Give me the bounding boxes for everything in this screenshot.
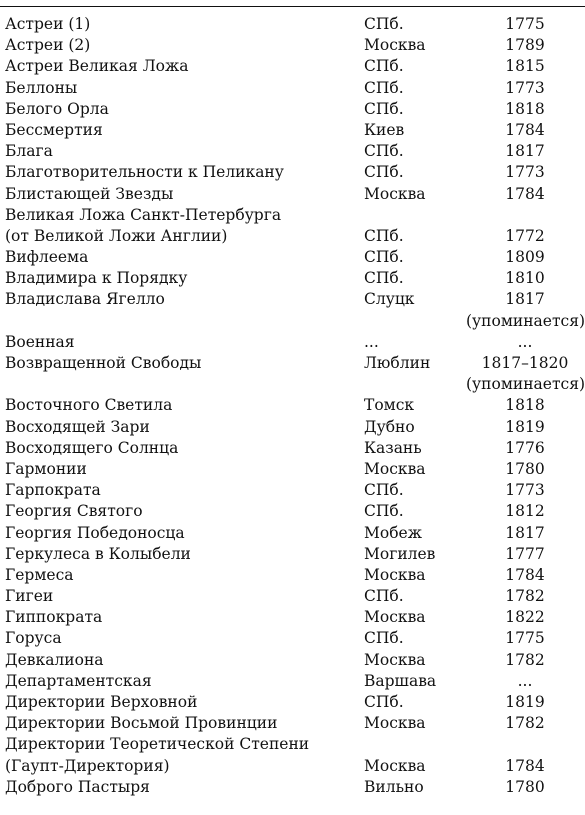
lodge-name-cell: Астреи Великая Ложа	[5, 57, 189, 76]
lodge-name-cell: Беллоны	[5, 78, 78, 97]
lodge-name-cell: Гиппократа	[5, 608, 103, 627]
table-row	[0, 777, 585, 798]
lodge-name-cell: Военная	[5, 332, 75, 351]
year-cell: (упоминается)	[466, 375, 585, 394]
city-cell: СПб.	[364, 248, 404, 267]
table-row	[0, 99, 585, 120]
city-cell: Казань	[364, 438, 422, 457]
lodge-name-cell: Благотворительности к Пеликану	[5, 163, 284, 182]
city-cell: СПб.	[364, 269, 404, 288]
lodge-table	[0, 14, 585, 798]
lodge-name-cell: (от Великой Ложи Англии)	[5, 226, 228, 245]
table-row	[0, 544, 585, 565]
table-row	[0, 734, 585, 755]
table-row	[0, 523, 585, 544]
year-cell: 1773	[505, 163, 545, 182]
year-cell: 1772	[505, 226, 545, 245]
table-row	[0, 756, 585, 777]
table-row	[0, 671, 585, 692]
year-cell: 1776	[505, 438, 545, 457]
lodge-name-cell: Гермеса	[5, 565, 74, 584]
year-cell: 1775	[505, 15, 545, 33]
lodge-name-cell: Георгия Святого	[5, 502, 143, 521]
year-cell: 1777	[505, 544, 545, 563]
year-cell: 1817	[505, 290, 545, 309]
city-cell: Слуцк	[364, 290, 415, 309]
table-row	[0, 162, 585, 183]
table-row	[0, 205, 585, 226]
city-cell: СПб.	[364, 502, 404, 521]
year-cell: 1817	[505, 142, 545, 161]
table-row	[0, 650, 585, 671]
year-cell: 1819	[505, 417, 545, 436]
lodge-name-cell: Восходящего Солнца	[5, 438, 179, 457]
year-cell: 1784	[505, 565, 545, 584]
year-cell: 1780	[505, 777, 545, 796]
lodge-name-cell: Департаментская	[5, 671, 152, 690]
lodge-name-cell: Директории Верховной	[5, 693, 198, 711]
table-row	[0, 692, 585, 713]
city-cell: Москва	[364, 459, 426, 478]
city-cell: ...	[364, 332, 379, 351]
table-row	[0, 289, 585, 310]
year-cell: 1818	[505, 396, 545, 415]
table-row	[0, 268, 585, 289]
city-cell: СПб.	[364, 57, 404, 76]
table-row	[0, 141, 585, 162]
table-row	[0, 56, 585, 77]
lodge-name-cell: Девкалиона	[5, 650, 104, 669]
year-cell: ...	[517, 332, 533, 351]
table-row	[0, 501, 585, 522]
lodge-name-cell: Геркулеса в Колыбели	[5, 544, 191, 563]
city-cell: Люблин	[364, 354, 431, 372]
lodge-name-cell: Горуса	[5, 629, 62, 648]
lodge-name-cell: Гигеи	[5, 587, 54, 606]
table-row	[0, 311, 585, 332]
table-row	[0, 480, 585, 501]
table-row	[0, 565, 585, 586]
city-cell: Москва	[364, 650, 426, 669]
table-row	[0, 438, 585, 459]
lodge-name-cell: Георгия Победоносца	[5, 523, 185, 542]
lodge-name-cell: Директории Восьмой Провинции	[5, 714, 278, 733]
top-rule	[0, 6, 585, 7]
year-cell: 1818	[505, 99, 545, 118]
city-cell: Варшава	[364, 671, 437, 690]
table-row	[0, 184, 585, 205]
city-cell: СПб.	[364, 15, 404, 33]
city-cell: Москва	[364, 608, 426, 627]
table-row	[0, 247, 585, 268]
year-cell: 1780	[505, 459, 545, 478]
year-cell: 1784	[505, 120, 545, 139]
year-cell: 1812	[505, 502, 545, 521]
lodge-name-cell: Блага	[5, 142, 53, 161]
lodge-name-cell: Доброго Пастыря	[5, 777, 150, 796]
table-row	[0, 607, 585, 628]
city-cell: Москва	[364, 714, 426, 733]
lodge-name-cell: Восходящей Зари	[5, 417, 150, 436]
table-row	[0, 417, 585, 438]
table-row	[0, 226, 585, 247]
lodge-name-cell: Директории Теоретической Степени	[5, 735, 310, 754]
table-row	[0, 374, 585, 395]
lodge-name-cell: Великая Ложа Санкт-Петербурга	[5, 205, 282, 224]
city-cell: Москва	[364, 756, 426, 775]
table-row	[0, 353, 585, 374]
city-cell: СПб.	[364, 481, 404, 500]
city-cell: Москва	[364, 184, 426, 203]
year-cell: 1810	[505, 269, 545, 288]
year-cell: (упоминается)	[466, 311, 585, 330]
city-cell: Москва	[364, 565, 426, 584]
lodge-name-cell: Бессмертия	[5, 120, 103, 139]
city-cell: Вильно	[364, 777, 424, 796]
city-cell: Москва	[364, 36, 426, 55]
table-row	[0, 586, 585, 607]
city-cell: Киев	[364, 120, 405, 139]
lodge-name-cell: Вифлеема	[5, 248, 89, 267]
year-cell: 1773	[505, 78, 545, 97]
lodge-name-cell: (Гаупт-Директория)	[5, 756, 170, 775]
lodge-name-cell: Гарпократа	[5, 481, 101, 500]
table-row	[0, 78, 585, 99]
table-row	[0, 713, 585, 734]
year-cell: 1809	[505, 248, 545, 267]
city-cell: СПб.	[364, 629, 404, 648]
year-cell: 1784	[505, 756, 545, 775]
table-row	[0, 459, 585, 480]
city-cell: Дубно	[364, 417, 415, 436]
city-cell: СПб.	[364, 163, 404, 182]
year-cell: 1815	[505, 57, 545, 76]
lodge-name-cell: Белого Орла	[5, 99, 109, 118]
table-row	[0, 120, 585, 141]
lodge-name-cell: Владислава Ягелло	[5, 290, 165, 309]
city-cell: Томск	[364, 396, 415, 415]
lodge-name-cell: Блистающей Звезды	[5, 184, 174, 203]
city-cell: СПб.	[364, 226, 404, 245]
table-row	[0, 35, 585, 56]
year-cell: 1782	[505, 714, 545, 733]
lodge-name-cell: Владимира к Порядку	[5, 269, 188, 288]
year-cell: 1817	[505, 523, 545, 542]
table-row	[0, 628, 585, 649]
lodge-name-cell: Астреи (1)	[5, 15, 91, 33]
city-cell: Мобеж	[364, 523, 422, 542]
year-cell: 1819	[505, 693, 545, 711]
table-row	[0, 332, 585, 353]
year-cell: ...	[517, 671, 533, 690]
city-cell: СПб.	[364, 78, 404, 97]
city-cell: СПб.	[364, 99, 404, 118]
year-cell: 1817–1820	[481, 354, 569, 372]
year-cell: 1789	[505, 36, 545, 55]
year-cell: 1782	[505, 650, 545, 669]
year-cell: 1773	[505, 481, 545, 500]
lodge-name-cell: Восточного Светила	[5, 396, 173, 415]
city-cell: СПб.	[364, 142, 404, 161]
year-cell: 1782	[505, 587, 545, 606]
lodge-name-cell: Возвращенной Свободы	[5, 354, 202, 372]
city-cell: СПб.	[364, 587, 404, 606]
table-row	[0, 14, 585, 35]
table-row	[0, 395, 585, 416]
city-cell: Могилев	[364, 544, 436, 563]
city-cell: СПб.	[364, 693, 404, 711]
lodge-name-cell: Гармонии	[5, 459, 87, 478]
year-cell: 1775	[505, 629, 545, 648]
year-cell: 1784	[505, 184, 545, 203]
lodge-name-cell: Астреи (2)	[5, 36, 91, 55]
year-cell: 1822	[505, 608, 545, 627]
